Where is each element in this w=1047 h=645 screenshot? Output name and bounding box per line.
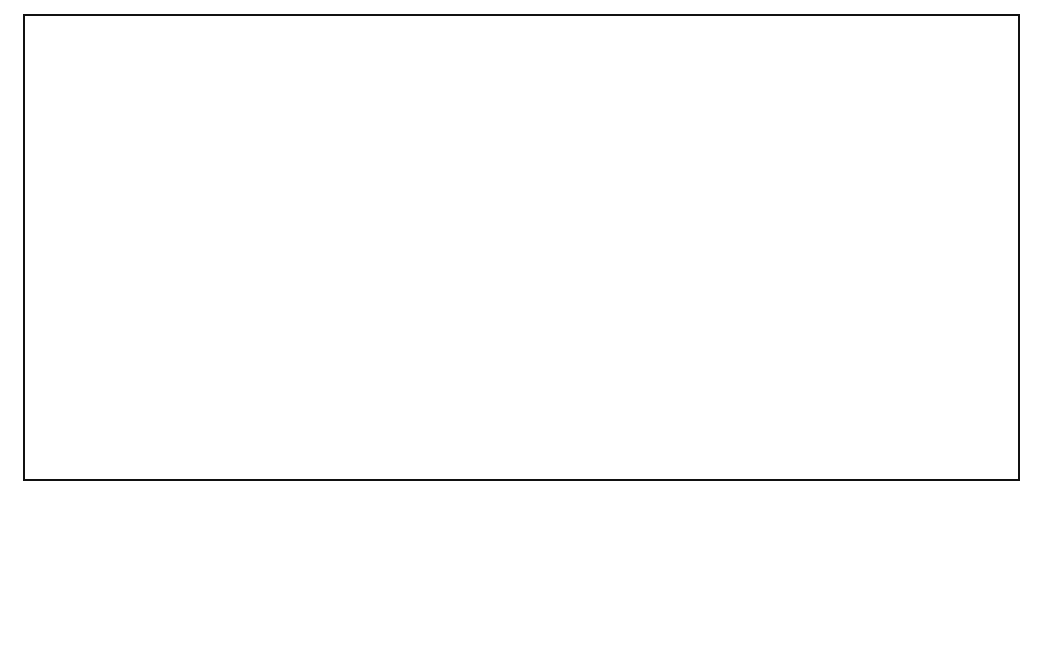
application-form-table [23,14,1020,481]
signature-field[interactable] [826,619,876,633]
